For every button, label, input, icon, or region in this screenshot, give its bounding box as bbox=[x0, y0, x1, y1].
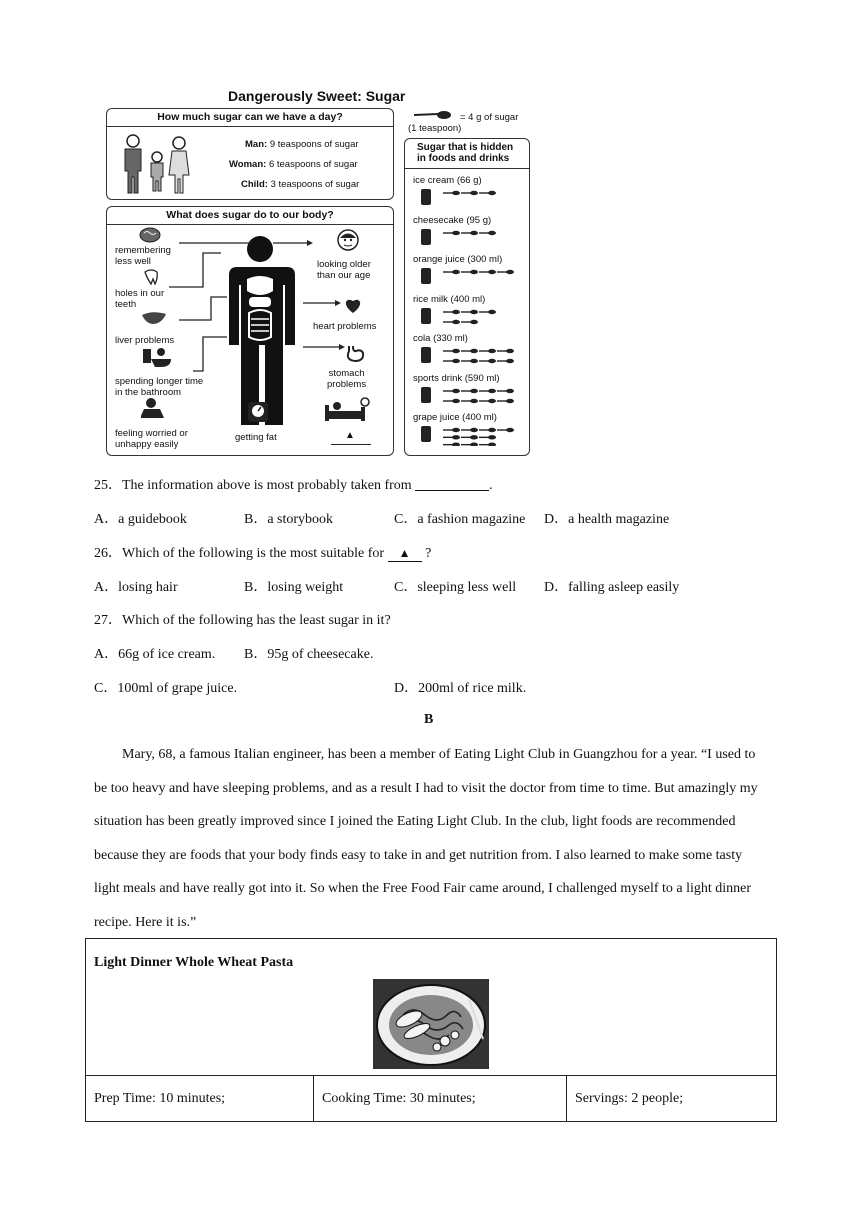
daily-row-child: Child: 3 teaspoons of sugar bbox=[241, 179, 360, 190]
q27-option-a: A．66g of ice cream. bbox=[94, 647, 216, 662]
stomach-icon bbox=[343, 344, 365, 362]
q25-option-a: A．a guidebook bbox=[94, 512, 187, 527]
hidden-sugar-item: ice cream (66 g) bbox=[413, 175, 482, 186]
teaspoon-count bbox=[441, 345, 521, 367]
q26-option-a: A．losing hair bbox=[94, 580, 178, 595]
hidden-sugar-item: sports drink (590 ml) bbox=[413, 372, 500, 384]
recipe-info-row bbox=[86, 1075, 776, 1121]
hidden-sugar-item: cola (330 ml) bbox=[413, 333, 468, 344]
hidden-sugar-panel bbox=[404, 138, 530, 456]
answer-blank-mark: ▲ bbox=[388, 546, 422, 562]
effect-liver: liver problems bbox=[115, 335, 175, 346]
q25-option-d: D．a health magazine bbox=[544, 512, 670, 527]
effect-teeth: holes in our teeth bbox=[115, 288, 165, 310]
q27-option-c: C．100ml of grape juice. bbox=[94, 681, 238, 696]
sugar-infographic bbox=[104, 82, 534, 458]
recipe-title: Light Dinner Whole Wheat Pasta bbox=[94, 955, 294, 970]
hidden-sugar-item: rice milk (400 ml) bbox=[413, 293, 486, 305]
question-25: 25．The information above is most probably taken from . bbox=[94, 478, 493, 493]
teaspoon-count bbox=[441, 306, 521, 328]
q25-option-c: C．a fashion magazine bbox=[394, 512, 526, 527]
passage-paragraph bbox=[94, 738, 764, 940]
teaspoon-count bbox=[441, 385, 521, 407]
teaspoon-count bbox=[441, 187, 521, 209]
family-icon bbox=[117, 131, 197, 195]
food-drink-icon bbox=[417, 266, 435, 286]
teaspoon-count bbox=[441, 424, 521, 446]
teaspoon-icon bbox=[412, 108, 452, 122]
liver-icon bbox=[141, 311, 167, 325]
section-b-label: B bbox=[424, 712, 434, 727]
effect-stomach: stomach problems bbox=[327, 368, 367, 390]
teaspoon-count bbox=[441, 266, 521, 288]
hidden-sugar-item: cheesecake (95 g) bbox=[413, 214, 492, 226]
effect-mystery-mark: ▲ bbox=[345, 430, 355, 441]
effect-getting-fat: getting fat bbox=[235, 432, 277, 443]
prep-time: Prep Time: 10 minutes; bbox=[86, 1076, 314, 1121]
answer-blank bbox=[415, 476, 489, 491]
effect-bathroom: spending longer time in the bathroom bbox=[115, 376, 204, 398]
effect-heart: heart problems bbox=[313, 321, 377, 332]
servings: Servings: 2 people; bbox=[575, 1091, 684, 1106]
passage-text: Mary, 68, a famous Italian engineer, has been a member of Eating Light Club in Guangzhou for a year. “I used to be too heavy and have sleeping problems, and as a result I had to visit the doctor from time to time. But amazingly my situation has been greatly improved since I joined the Eating Light Club. In the club, light foods are recommended because they are foods that your body finds easy to take in and get nutrition from. I also learned to make some tasty light meals and have really got into it. So when the Free Food Fair came around, I challenged myself to a light dinner recipe. Here it is.” bbox=[94, 747, 758, 930]
q27-option-d: D．200ml of rice milk. bbox=[394, 681, 527, 696]
effect-remembering: remembering less well bbox=[115, 245, 171, 267]
toilet-icon bbox=[141, 347, 175, 369]
daily-row-man: Man: 9 teaspoons of sugar bbox=[245, 139, 359, 150]
legend-equals: = 4 g of sugar bbox=[460, 112, 519, 123]
pasta-dish-image bbox=[373, 979, 489, 1069]
question-27: 27．Which of the following has the least sugar in it? bbox=[94, 613, 391, 628]
brain-icon bbox=[139, 227, 161, 243]
hidden-sugar-heading: Sugar that is hidden in foods and drinks bbox=[417, 142, 514, 164]
hidden-sugar-item: orange juice (300 ml) bbox=[413, 254, 503, 265]
sleeping-person-icon bbox=[323, 397, 371, 423]
effect-looking-older: looking older than our age bbox=[317, 259, 371, 281]
food-drink-icon bbox=[417, 227, 435, 247]
food-drink-icon bbox=[417, 345, 435, 365]
scale-icon bbox=[247, 401, 269, 423]
daily-sugar-panel bbox=[106, 108, 394, 200]
effect-worried: feeling worried or unhappy easily bbox=[115, 428, 188, 450]
q26-option-d: D．falling asleep easily bbox=[544, 580, 680, 595]
q26-option-c: C．sleeping less well bbox=[394, 580, 517, 595]
food-drink-icon bbox=[417, 306, 435, 326]
hidden-sugar-item: grape juice (400 ml) bbox=[413, 412, 497, 423]
worried-person-icon bbox=[141, 397, 167, 419]
q25-option-b: B．a storybook bbox=[244, 512, 334, 527]
q27-option-b: B．95g of cheesecake. bbox=[244, 647, 374, 662]
recipe-table bbox=[85, 938, 777, 1122]
sugar-effects-panel bbox=[106, 206, 394, 456]
old-face-icon bbox=[337, 229, 359, 251]
question-26: 26．Which of the following is the most suitable for ▲ ? bbox=[94, 546, 432, 561]
heart-icon bbox=[344, 297, 362, 315]
tooth-icon bbox=[143, 269, 159, 285]
sugar-effects-heading: What does sugar do to our body? bbox=[107, 207, 393, 225]
food-drink-icon bbox=[417, 187, 435, 207]
legend-unit: (1 teaspoon) bbox=[408, 123, 462, 134]
q26-option-b: B．losing weight bbox=[244, 580, 344, 595]
cooking-time: Cooking Time: 30 minutes; bbox=[314, 1076, 567, 1121]
daily-sugar-heading: How much sugar can we have a day? bbox=[107, 109, 393, 127]
food-drink-icon bbox=[417, 424, 435, 444]
teaspoon-count bbox=[441, 227, 521, 249]
infographic-title: Dangerously Sweet: Sugar bbox=[228, 88, 406, 104]
daily-row-woman: Woman: 6 teaspoons of sugar bbox=[229, 159, 358, 170]
food-drink-icon bbox=[417, 385, 435, 405]
